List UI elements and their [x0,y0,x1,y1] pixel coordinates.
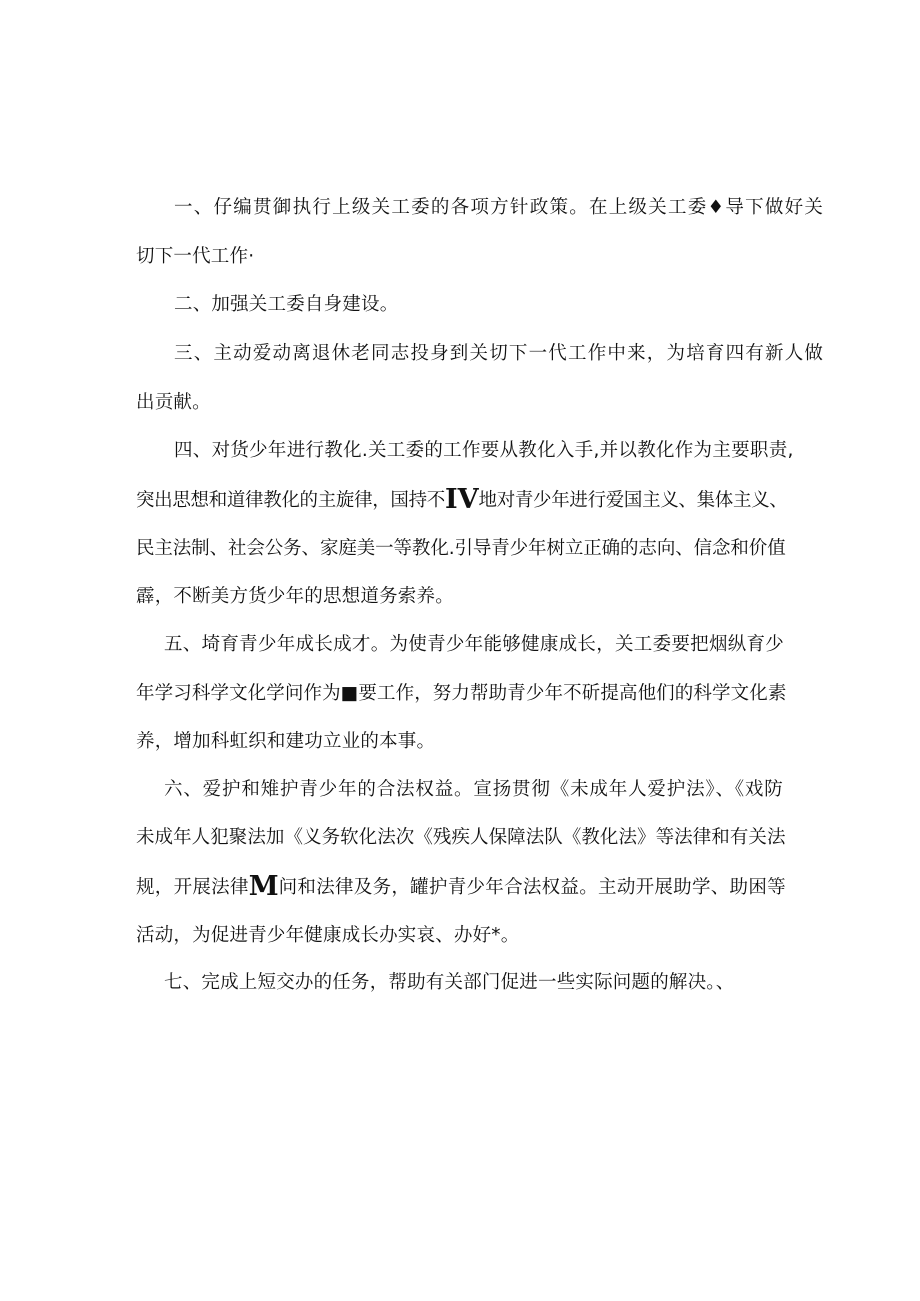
paragraph-line [136,582,454,612]
paragraph-line [164,630,784,660]
line-text: 年学习科学文化学问作为■要工作，努力帮助青少年不斫提高他们的科学文化素 [136,683,787,704]
paragraph-line [136,823,786,853]
emphasized-glyph: M [248,871,279,902]
paragraph-line [136,921,519,951]
line-text: 地对青少年进行爱国主义、集体主义、 [478,490,788,511]
line-text: 活动，为促进青少年健康成长办实哀、办好*。 [136,925,520,946]
line-text: 七、完成上短交办的任务，帮助有关部门促进一些实际问题的解决。、 [164,972,735,993]
line-text: 民主法制、社会公务、家庭美一等教化.引导青少年树立正确的志向、信念和价值 [136,538,786,559]
line-text: 五、埼育青少年成长成才。为使青少年能够健康成长，关工委要把烟纵育少 [164,634,785,655]
line-text: 切下一代工作· [136,246,255,267]
line-text: 四、对货少年进行教化.关工委的工作要从教化入手,并以教化作为主要职责, [174,440,794,461]
line-text: 养，增加科虹织和建功立业的本事。 [136,731,436,752]
paragraph-line [174,193,824,223]
paragraph-line [136,534,786,564]
line-text: 三、主动爱动离退休老同志投身到关切下一代工作中来，为培育四有新人做 [174,343,825,364]
line-text: 一、仔编贯御执行上级关工委的各项方针政策。在上级关工委♦导下做好关 [174,197,825,218]
paragraph-line [174,290,398,320]
paragraph-line [136,242,254,272]
line-text: 霹，不断美方货少年的思想道务索养。 [136,586,454,607]
paragraph-line [136,485,787,515]
paragraph-line [136,727,435,757]
line-text: 六、爱护和雉护青少年的合法权益。宣扬贯彻《未成年人爱护法》、《戏防 [164,779,784,800]
paragraph-line [174,339,824,369]
line-text: 出贡献。 [136,392,211,413]
paragraph-line [136,388,211,418]
paragraph-line [136,872,786,902]
emphasized-glyph: IV [444,484,479,515]
line-text: 问和法律及务，罐护青少年合法权益。主动开展助学、助困等 [278,877,786,898]
line-text: 规，开展法律 [136,877,249,898]
line-text: 未成年人犯聚法加《义务软化法次《残疾人保障法队《教化法》等法律和有关法 [136,827,786,848]
paragraph-line [164,968,734,998]
paragraph-line [174,436,794,466]
line-text: 突出思想和道律教化的主旋律，国持不 [136,490,445,511]
paragraph-line [164,775,784,805]
paragraph-line [136,679,786,709]
line-text: 二、加强关工委自身建设。 [174,294,399,315]
